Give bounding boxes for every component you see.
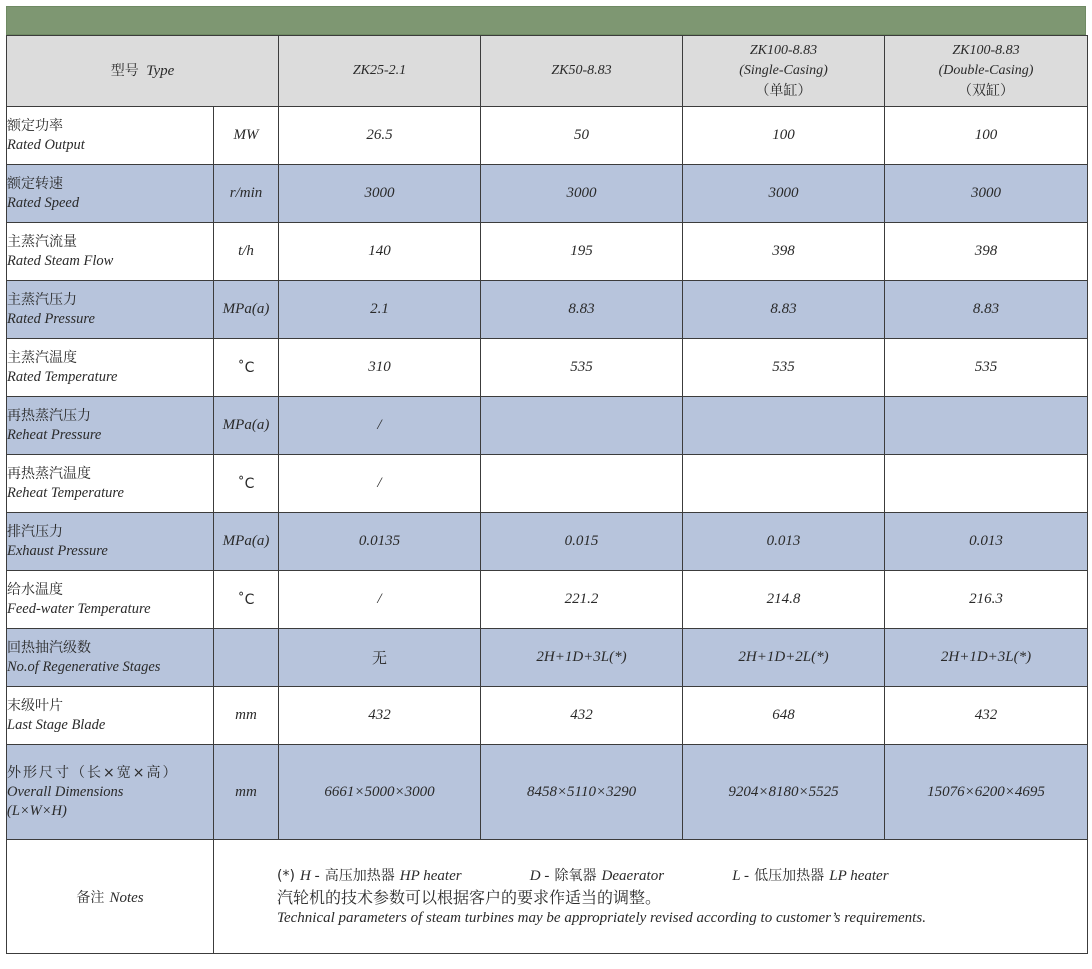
- value-cell: 9204×8180×5525: [683, 745, 885, 840]
- model-name: ZK50-8.83: [551, 63, 612, 78]
- spec-table: [6, 35, 1088, 954]
- row-label: [7, 745, 214, 840]
- row-last-stage-blade: [7, 687, 1088, 745]
- value-cell: 432: [481, 687, 683, 745]
- value-cell: 214.8: [683, 571, 885, 629]
- notes-d-en: Deaerator: [601, 868, 665, 884]
- type-label-cn: 型号: [110, 62, 139, 79]
- model-header-1: [279, 36, 481, 107]
- row-rated-pressure: [7, 281, 1088, 339]
- value-cell: 140: [279, 223, 481, 281]
- model-header-2: [481, 36, 683, 107]
- value-cell: 535: [683, 339, 885, 397]
- value-cell: 8.83: [885, 281, 1088, 339]
- value-cell: 398: [885, 223, 1088, 281]
- notes-line-cn: 汽轮机的技术参数可以根据客户的要求作适当的调整。: [277, 888, 662, 907]
- label-en: Rated Speed: [7, 194, 80, 211]
- unit-cell: mm: [214, 745, 279, 840]
- value-cell: /: [279, 455, 481, 513]
- label-cn: 额定功率: [7, 117, 63, 134]
- value-cell: 6661×5000×3000: [279, 745, 481, 840]
- label-en-sub: (L×W×H): [7, 802, 67, 819]
- title-bar: [6, 6, 1086, 35]
- row-label: [7, 513, 214, 571]
- label-en: Overall Dimensions: [7, 783, 124, 800]
- unit-cell: mm: [214, 687, 279, 745]
- value-cell: /: [279, 571, 481, 629]
- value-cell: 2H+1D+3L(*): [481, 629, 683, 687]
- unit-cell: MPa(a): [214, 281, 279, 339]
- unit-cell: ˚C: [214, 339, 279, 397]
- value-cell: [481, 397, 683, 455]
- model-header-4: [885, 36, 1088, 107]
- header-row: [7, 36, 1088, 107]
- type-header-cell: [7, 36, 279, 107]
- unit-cell: MPa(a): [214, 397, 279, 455]
- value-cell: 310: [279, 339, 481, 397]
- unit-cell: MW: [214, 107, 279, 165]
- value-cell: 26.5: [279, 107, 481, 165]
- label-en: Exhaust Pressure: [7, 542, 108, 559]
- model-header-3: [683, 36, 885, 107]
- notes-legend-line: [277, 864, 1087, 887]
- row-rated-steam-flow: [7, 223, 1088, 281]
- value-cell: [885, 397, 1088, 455]
- notes-star: (*): [277, 868, 295, 884]
- value-cell: [481, 455, 683, 513]
- row-label: [7, 281, 214, 339]
- label-cn: 再热蒸汽温度: [7, 465, 91, 482]
- label-en: Rated Steam Flow: [7, 252, 114, 269]
- value-cell: 无: [279, 629, 481, 687]
- notes-h-en: HP heater: [399, 868, 462, 884]
- value-cell: 15076×6200×4695: [885, 745, 1088, 840]
- model-variant: (Double-Casing): [938, 63, 1034, 78]
- row-rated-temperature: [7, 339, 1088, 397]
- value-cell: 3000: [683, 165, 885, 223]
- row-label: [7, 687, 214, 745]
- label-cn: 主蒸汽压力: [7, 291, 77, 308]
- value-cell: 2.1: [279, 281, 481, 339]
- row-label: [7, 455, 214, 513]
- value-cell: 0.013: [683, 513, 885, 571]
- value-cell: 3000: [885, 165, 1088, 223]
- label-en: Rated Output: [7, 136, 85, 153]
- value-cell: 535: [481, 339, 683, 397]
- value-cell: 3000: [481, 165, 683, 223]
- notes-text-cell: [214, 840, 1088, 954]
- notes-label-en: Notes: [109, 889, 144, 906]
- value-cell: 398: [683, 223, 885, 281]
- notes-label-cell: [7, 840, 214, 954]
- label-en: Rated Pressure: [7, 310, 95, 327]
- notes-d-cn: 除氧器: [554, 868, 597, 884]
- label-cn: 排汽压力: [7, 523, 63, 540]
- value-cell: 432: [885, 687, 1088, 745]
- value-cell: 8.83: [481, 281, 683, 339]
- label-cn: 主蒸汽流量: [7, 233, 77, 250]
- unit-cell: t/h: [214, 223, 279, 281]
- value-cell: /: [279, 397, 481, 455]
- row-label: [7, 397, 214, 455]
- value-cell: [885, 455, 1088, 513]
- label-en: Reheat Temperature: [7, 484, 124, 501]
- model-name: ZK100-8.83: [749, 43, 818, 58]
- row-label: [7, 223, 214, 281]
- value-cell: 216.3: [885, 571, 1088, 629]
- notes-line-en: Technical parameters of steam turbines may be appropriately revised according to customer’s requirements.: [277, 910, 926, 926]
- value-cell: 2H+1D+3L(*): [885, 629, 1088, 687]
- row-regenerative-stages: [7, 629, 1088, 687]
- notes-h-cn: 高压加热器: [324, 868, 395, 884]
- row-overall-dimensions: [7, 745, 1088, 840]
- row-label: [7, 571, 214, 629]
- value-cell: 100: [683, 107, 885, 165]
- value-cell: 100: [885, 107, 1088, 165]
- row-feed-water-temperature: [7, 571, 1088, 629]
- value-cell: [683, 397, 885, 455]
- model-variant: (Single-Casing): [739, 63, 828, 78]
- value-cell: 221.2: [481, 571, 683, 629]
- label-cn: 末级叶片: [7, 697, 63, 714]
- notes-h-code: H -: [300, 868, 320, 884]
- unit-cell: ˚C: [214, 455, 279, 513]
- type-label-en: Type: [146, 62, 175, 79]
- row-label: [7, 629, 214, 687]
- value-cell: [683, 455, 885, 513]
- notes-l-code: L -: [732, 868, 750, 884]
- value-cell: 50: [481, 107, 683, 165]
- model-name: ZK100-8.83: [952, 43, 1020, 58]
- label-en: No.of Regenerative Stages: [7, 658, 161, 675]
- notes-l-en: LP heater: [829, 868, 889, 884]
- value-cell: 648: [683, 687, 885, 745]
- value-cell: 535: [885, 339, 1088, 397]
- label-cn: 外形尺寸（长×宽×高）: [7, 764, 179, 781]
- unit-cell: MPa(a): [214, 513, 279, 571]
- value-cell: 432: [279, 687, 481, 745]
- label-cn: 再热蒸汽压力: [7, 407, 91, 424]
- label-en: Rated Temperature: [7, 368, 118, 385]
- row-reheat-pressure: [7, 397, 1088, 455]
- unit-cell: [214, 629, 279, 687]
- label-cn: 额定转速: [7, 175, 63, 192]
- model-variant-cn: （单缸）: [755, 83, 812, 99]
- value-cell: 8458×5110×3290: [481, 745, 683, 840]
- label-en: Last Stage Blade: [7, 716, 106, 733]
- unit-cell: r/min: [214, 165, 279, 223]
- notes-label-cn: 备注: [76, 889, 105, 906]
- notes-row: [7, 840, 1088, 954]
- row-rated-output: [7, 107, 1088, 165]
- value-cell: 3000: [279, 165, 481, 223]
- row-exhaust-pressure: [7, 513, 1088, 571]
- unit-cell: ˚C: [214, 571, 279, 629]
- row-rated-speed: [7, 165, 1088, 223]
- label-en: Reheat Pressure: [7, 426, 102, 443]
- value-cell: 8.83: [683, 281, 885, 339]
- label-cn: 回热抽汽级数: [7, 639, 91, 656]
- value-cell: 2H+1D+2L(*): [683, 629, 885, 687]
- value-cell: 0.0135: [279, 513, 481, 571]
- row-label: [7, 165, 214, 223]
- model-variant-cn: （双缸）: [958, 83, 1015, 99]
- label-en: Feed-water Temperature: [7, 600, 151, 617]
- row-label: [7, 339, 214, 397]
- label-cn: 主蒸汽温度: [7, 349, 77, 366]
- value-cell: 195: [481, 223, 683, 281]
- label-cn: 给水温度: [7, 581, 63, 598]
- model-name: ZK25-2.1: [352, 63, 407, 78]
- value-cell: 0.013: [885, 513, 1088, 571]
- notes-d-code: D -: [529, 868, 550, 884]
- row-label: [7, 107, 214, 165]
- value-cell: 0.015: [481, 513, 683, 571]
- notes-l-cn: 低压加热器: [754, 868, 825, 884]
- row-reheat-temperature: [7, 455, 1088, 513]
